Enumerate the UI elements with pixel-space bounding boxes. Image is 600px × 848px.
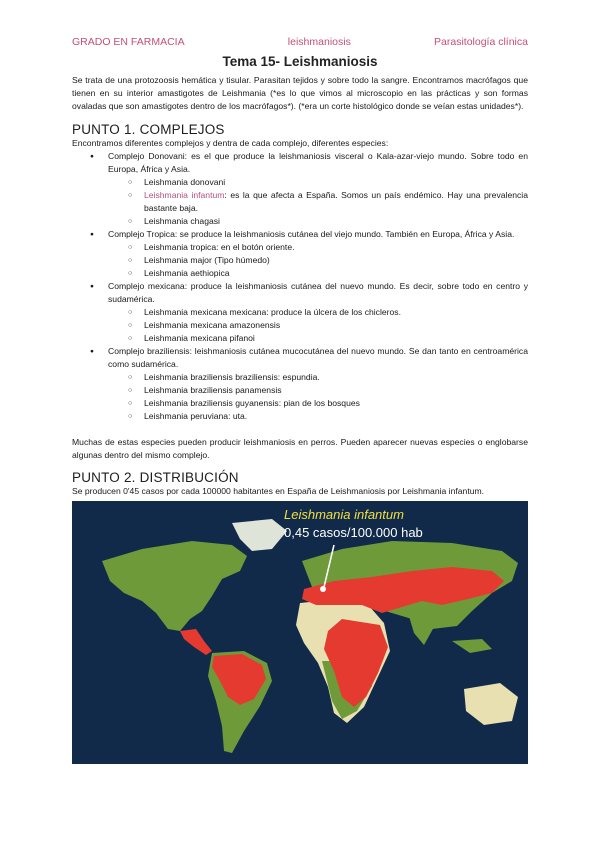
- complex-item: ● Complejo braziliensis: leishmaniosis cutánea mucocutánea del nuevo mundo. Se dan tanto en centroamérica como sudamérica.: [72, 345, 528, 371]
- complex-item: ● Complejo mexicana: produce la leishmaniosis cutánea del nuevo mundo. Es decir, sobre todo en centro y sudamérica.: [72, 280, 528, 306]
- species-item: ○ Leishmania major (Tipo húmedo): [72, 254, 528, 267]
- highlighted-species: Leishmania infantum: [144, 190, 225, 200]
- species-item: ○ Leishmania mexicana mexicana: produce la úlcera de los chicleros.: [72, 306, 528, 319]
- species-item: [72, 189, 528, 215]
- species-item: ○ Leishmania braziliensis panamensis: [72, 384, 528, 397]
- complex-item: ● Complejo Tropica: se produce la leishmaniosis cutánea del viejo mundo. También en Europa, África y Asia.: [72, 228, 528, 241]
- species-item: ○ Leishmania chagasi: [72, 215, 528, 228]
- document-body: [72, 74, 528, 764]
- world-map-graphic: [72, 501, 528, 764]
- section2-text: Se producen 0'45 casos por cada 100000 habitantes en España de Leishmaniosis por Leishmania infantum.: [72, 486, 485, 496]
- species-item: ○ Leishmania peruviana: uta.: [72, 410, 528, 423]
- species-item: ○ Leishmania tropica: en el botón oriente.: [72, 241, 528, 254]
- section1-lead: Encontramos diferentes complejos y dentra de cada complejo, diferentes especies:: [72, 138, 389, 148]
- intro-paragraph: Se trata de una protozoosis hemática y tisular. Parasitan tejidos y sobre todo la sangre. Encontramos macrófagos que tienen en su interior amastigotes de Leishmania (*es lo que vimos al microscopio en las prácticas y son formas ovaladas que son amastigotes dentro de los macrófagos*). (*era un corte histológico donde se veían estas unidades*).: [72, 75, 528, 111]
- section2-heading: PUNTO 2. DISTRIBUCIÓN: [72, 470, 239, 485]
- species-item: ○ Leishmania donovani: [72, 176, 528, 189]
- species-description: : es la que afecta a España. Somos un país endémico. Hay una prevalencia bastante baja.: [144, 190, 528, 213]
- species-item: ○ Leishmania mexicana pifanoi: [72, 332, 528, 345]
- map-label-rate: 0,45 casos/100.000 hab: [284, 525, 423, 540]
- species-item: ○ Leishmania mexicana amazonensis: [72, 319, 528, 332]
- species-item: ○ Leishmania braziliensis braziliensis: espundia.: [72, 371, 528, 384]
- page-header: [72, 36, 528, 48]
- complex-item: ● Complejo Donovani: es el que produce la leishmaniosis visceral o Kala-azar-viejo mundo. Sobre todo en Europa, África y Asia.: [72, 150, 528, 176]
- distribution-map: [72, 501, 528, 764]
- map-label-species: Leishmania infantum: [284, 507, 404, 522]
- complex-list: [72, 150, 528, 423]
- section1-closing: Muchas de estas especies pueden producir leishmaniosis en perros. Pueden aparecer nuevas especies o englobarse algunas dentro del mismo complejo.: [72, 437, 528, 460]
- page-title: Tema 15- Leishmaniosis: [222, 54, 378, 69]
- species-item: ○ Leishmania aethiopica: [72, 267, 528, 280]
- header-subject: Parasitología clínica: [434, 36, 528, 48]
- header-course: GRADO EN FARMACIA: [72, 36, 185, 48]
- header-topic: leishmaniosis: [287, 36, 351, 48]
- section1-heading: PUNTO 1. COMPLEJOS: [72, 122, 225, 137]
- spain-marker: [320, 586, 326, 592]
- species-item: ○ Leishmania braziliensis guyanensis: pian de los bosques: [72, 397, 528, 410]
